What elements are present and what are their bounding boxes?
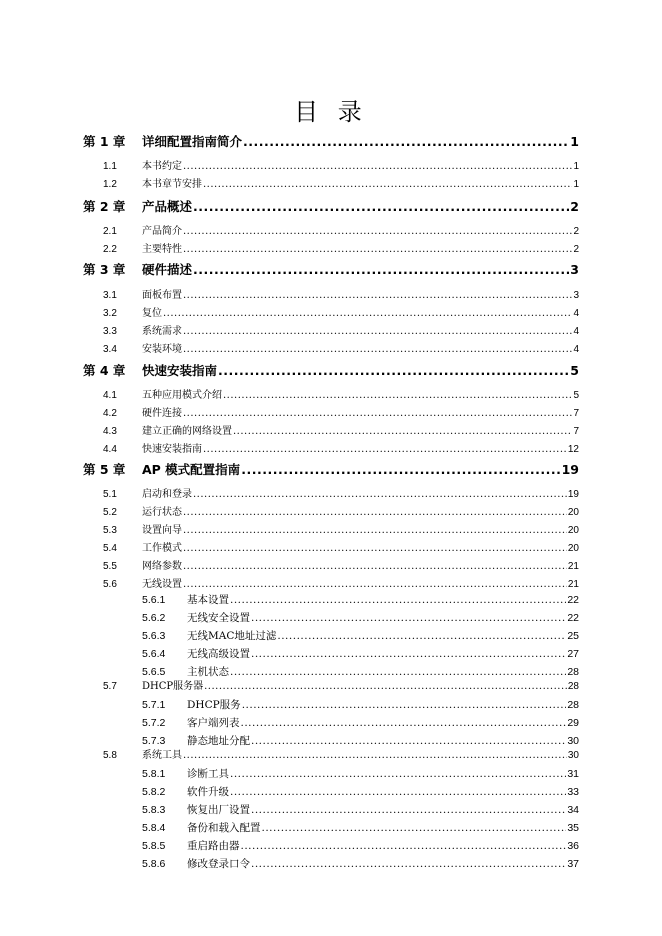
toc-entry-title: 详细配置指南简介 — [142, 134, 243, 149]
toc-entry-title: 软件升级 — [187, 786, 229, 798]
toc-entry-page: 34 — [567, 804, 579, 816]
toc-entry-number: 5.8.4 — [142, 822, 166, 834]
toc-dot-leader — [183, 159, 572, 175]
toc-dot-leader — [183, 577, 567, 593]
toc-entry-title: 本书章节安排 — [142, 179, 202, 190]
toc-entry[interactable] — [103, 424, 579, 440]
toc-entry[interactable] — [142, 697, 579, 713]
toc-entry[interactable] — [142, 784, 579, 800]
toc-entry-title: 修改登录口令 — [187, 858, 250, 870]
toc-entry[interactable] — [142, 592, 579, 608]
toc-entry-title: 面板布置 — [142, 290, 182, 301]
toc-entry-title: 诊断工具 — [187, 768, 229, 780]
toc-entry[interactable] — [83, 462, 579, 478]
toc-entry-title: 运行状态 — [142, 507, 182, 518]
toc-entry-title: 硬件描述 — [142, 262, 193, 277]
toc-entry[interactable] — [103, 306, 579, 322]
toc-entry-page: 22 — [567, 612, 579, 624]
toc-entry[interactable] — [103, 559, 579, 575]
toc-entry-number: 5.7.1 — [142, 699, 166, 711]
toc-entry-number: 5.6.1 — [142, 594, 166, 606]
toc-entry-page: 4 — [573, 326, 579, 337]
toc-entry-page: 20 — [567, 543, 579, 554]
toc-entry[interactable] — [142, 856, 579, 872]
toc-entry-page: 12 — [567, 444, 579, 455]
toc-entry-title: 无线高级设置 — [187, 648, 250, 660]
toc-entry-title: 无线设置 — [142, 579, 182, 590]
toc-dot-leader — [183, 324, 572, 340]
toc-entry-page: 4 — [573, 344, 579, 355]
toc-entry-title: 系统需求 — [142, 326, 182, 337]
toc-entry[interactable] — [103, 388, 579, 404]
toc-entry[interactable] — [103, 541, 579, 557]
toc-entry-page: 20 — [567, 525, 579, 536]
toc-entry-page: 3 — [573, 290, 579, 301]
toc-entry-page: 1 — [573, 179, 579, 190]
toc-entry[interactable] — [103, 242, 579, 258]
toc-entry[interactable] — [103, 679, 579, 695]
toc-dot-leader — [230, 664, 566, 680]
toc-entry-page: 29 — [567, 717, 579, 729]
toc-entry-number: 3.3 — [103, 326, 117, 337]
toc-entry-title: 主要特性 — [142, 244, 182, 255]
toc-entry-number: 5.8.3 — [142, 804, 166, 816]
toc-entry-title: 恢复出厂设置 — [187, 804, 250, 816]
toc-entry-title: 复位 — [142, 308, 162, 319]
toc-dot-leader — [204, 679, 567, 695]
toc-entry-number: 4.2 — [103, 408, 117, 419]
toc-dot-leader — [251, 733, 566, 749]
toc-dot-leader — [223, 388, 572, 404]
toc-entry-page: 35 — [567, 822, 579, 834]
toc-dot-leader — [183, 224, 572, 240]
toc-entry-page: 7 — [573, 426, 579, 437]
toc-dot-leader — [241, 715, 567, 731]
toc-entry-page: 22 — [567, 594, 579, 606]
toc-entry-number: 5.8.1 — [142, 768, 166, 780]
toc-entry-page: 28 — [567, 666, 579, 678]
toc-entry[interactable] — [142, 820, 579, 836]
toc-dot-leader — [193, 487, 567, 503]
toc-entry-number: 5.5 — [103, 561, 117, 572]
toc-entry-number: 5.8.5 — [142, 840, 166, 852]
toc-entry-page: 5 — [570, 363, 579, 378]
toc-entry-number: 第 3 章 — [83, 262, 126, 277]
toc-entry[interactable] — [103, 342, 579, 358]
toc-entry[interactable] — [142, 766, 579, 782]
toc-entry-number: 5.6.3 — [142, 630, 166, 642]
toc-entry-page: 19 — [567, 489, 579, 500]
toc-entry[interactable] — [142, 733, 579, 749]
toc-entry-title: 五种应用模式介绍 — [142, 390, 222, 401]
toc-entry[interactable] — [103, 523, 579, 539]
toc-entry-number: 5.7.2 — [142, 717, 166, 729]
toc-dot-leader — [243, 134, 569, 150]
toc-entry[interactable] — [103, 577, 579, 593]
toc-dot-leader — [183, 242, 572, 258]
toc-entry-title: 系统工具 — [142, 750, 182, 761]
toc-entry[interactable] — [142, 610, 579, 626]
toc-entry-number: 4.3 — [103, 426, 117, 437]
toc-dot-leader — [163, 306, 572, 322]
toc-dot-leader — [183, 406, 572, 422]
toc-entry-number: 3.2 — [103, 308, 117, 319]
toc-dot-leader — [193, 199, 569, 215]
toc-entry-number: 5.8 — [103, 750, 117, 761]
toc-entry-number: 5.1 — [103, 489, 117, 500]
toc-entry-page: 2 — [573, 226, 579, 237]
toc-entry-title: 硬件连接 — [142, 408, 182, 419]
toc-entry-title: 工作模式 — [142, 543, 182, 554]
page-title: 目 录 — [294, 98, 368, 126]
toc-dot-leader — [183, 748, 567, 764]
toc-dot-leader — [233, 424, 572, 440]
toc-entry[interactable] — [142, 664, 579, 680]
toc-entry-page: 37 — [567, 858, 579, 870]
toc-dot-leader — [183, 342, 572, 358]
toc-dot-leader — [230, 784, 566, 800]
toc-entry[interactable] — [83, 262, 579, 278]
toc-entry-page: 7 — [573, 408, 579, 419]
toc-entry-title: 基本设置 — [187, 594, 229, 606]
toc-entry-title: 安装环境 — [142, 344, 182, 355]
toc-entry-number: 3.4 — [103, 344, 117, 355]
toc-dot-leader — [183, 288, 572, 304]
toc-entry-number: 第 1 章 — [83, 134, 126, 149]
toc-entry-page: 28 — [567, 699, 579, 711]
toc-entry-title: 无线安全设置 — [187, 612, 250, 624]
toc-entry-page: 20 — [567, 507, 579, 518]
toc-entry-page: 19 — [561, 462, 579, 477]
toc-entry-title: 本书约定 — [142, 161, 182, 172]
toc-entry-page: 25 — [567, 630, 579, 642]
toc-dot-leader — [230, 766, 566, 782]
toc-entry-page: 2 — [570, 199, 579, 214]
toc-entry[interactable] — [103, 288, 579, 304]
toc-entry-title: 建立正确的网络设置 — [142, 426, 232, 437]
toc-dot-leader — [242, 697, 567, 713]
toc-entry-number: 5.6 — [103, 579, 117, 590]
toc-entry-title: 无线MAC地址过滤 — [187, 630, 277, 642]
toc-entry-title: 快速安装指南 — [142, 363, 218, 378]
toc-entry-number: 5.2 — [103, 507, 117, 518]
toc-entry-number: 第 2 章 — [83, 199, 126, 214]
toc-entry-page: 28 — [567, 681, 579, 692]
toc-entry-title: 启动和登录 — [142, 489, 192, 500]
toc-entry-number: 5.6.2 — [142, 612, 166, 624]
toc-entry-title: DHCP服务 — [187, 699, 241, 711]
toc-dot-leader — [251, 802, 566, 818]
toc-entry-number: 3.1 — [103, 290, 117, 301]
toc-dot-leader — [230, 592, 566, 608]
toc-dot-leader — [251, 610, 566, 626]
toc-entry-number: 第 4 章 — [83, 363, 126, 378]
toc-entry[interactable] — [142, 838, 579, 854]
toc-entry[interactable] — [103, 505, 579, 521]
toc-dot-leader — [203, 177, 572, 193]
toc-entry-number: 5.4 — [103, 543, 117, 554]
toc-entry-number: 2.2 — [103, 244, 117, 255]
toc-entry[interactable] — [142, 628, 579, 644]
toc-entry-title: DHCP服务器 — [142, 681, 204, 692]
toc-entry-page: 30 — [567, 735, 579, 747]
toc-entry-number: 5.6.5 — [142, 666, 166, 678]
toc-entry-number: 5.7.3 — [142, 735, 166, 747]
toc-entry-page: 31 — [567, 768, 579, 780]
toc-entry-page: 2 — [573, 244, 579, 255]
toc-entry-number: 2.1 — [103, 226, 117, 237]
toc-entry[interactable] — [103, 406, 579, 422]
toc-entry-number: 4.4 — [103, 444, 117, 455]
toc-entry-page: 21 — [567, 561, 579, 572]
toc-entry-title: 设置向导 — [142, 525, 182, 536]
toc-entry-number: 5.6.4 — [142, 648, 166, 660]
toc-dot-leader — [183, 559, 567, 575]
toc-dot-leader — [241, 462, 560, 478]
toc-entry[interactable] — [103, 487, 579, 503]
toc-entry-page: 1 — [570, 134, 579, 149]
toc-dot-leader — [183, 523, 567, 539]
toc-entry-page: 33 — [567, 786, 579, 798]
toc-entry-title: 网络参数 — [142, 561, 182, 572]
toc-entry-number: 5.3 — [103, 525, 117, 536]
toc-entry-page: 3 — [570, 262, 579, 277]
toc-entry-number: 5.8.6 — [142, 858, 166, 870]
toc-dot-leader — [203, 442, 567, 458]
toc-entry-title: 主机状态 — [187, 666, 229, 678]
toc-entry[interactable] — [103, 748, 579, 764]
toc-entry[interactable] — [103, 159, 579, 175]
toc-entry-title: 产品简介 — [142, 226, 182, 237]
toc-entry-title: 备份和载入配置 — [187, 822, 261, 834]
toc-entry-page: 30 — [567, 750, 579, 761]
toc-entry-title: 重启路由器 — [187, 840, 240, 852]
toc-dot-leader — [262, 820, 567, 836]
toc-dot-leader — [251, 646, 566, 662]
toc-entry-page: 36 — [567, 840, 579, 852]
toc-entry-page: 1 — [573, 161, 579, 172]
toc-entry-number: 第 5 章 — [83, 462, 126, 477]
toc-entry-number: 1.2 — [103, 179, 117, 190]
toc-entry-title: 静态地址分配 — [187, 735, 250, 747]
toc-dot-leader — [277, 628, 566, 644]
toc-entry-page: 27 — [567, 648, 579, 660]
toc-entry-page: 5 — [573, 390, 579, 401]
toc-entry-number: 1.1 — [103, 161, 117, 172]
toc-dot-leader — [218, 363, 569, 379]
toc-entry[interactable] — [83, 134, 579, 150]
toc-entry-page: 4 — [573, 308, 579, 319]
toc-entry[interactable] — [142, 802, 579, 818]
toc-entry[interactable] — [142, 715, 579, 731]
toc-entry[interactable] — [83, 363, 579, 379]
toc-dot-leader — [183, 541, 567, 557]
toc-entry[interactable] — [83, 199, 579, 215]
toc-entry-title: 产品概述 — [142, 199, 193, 214]
toc-entry-page: 21 — [567, 579, 579, 590]
toc-entry-number: 5.8.2 — [142, 786, 166, 798]
toc-entry-title: 快速安装指南 — [142, 444, 202, 455]
toc-dot-leader — [241, 838, 567, 854]
toc-entry[interactable] — [103, 224, 579, 240]
toc-entry[interactable] — [103, 324, 579, 340]
toc-dot-leader — [251, 856, 566, 872]
toc-entry-title: AP 模式配置指南 — [142, 462, 241, 477]
toc-entry[interactable] — [103, 177, 579, 193]
toc-entry-title: 客户端列表 — [187, 717, 240, 729]
toc-entry[interactable] — [103, 442, 579, 458]
toc-entry[interactable] — [142, 646, 579, 662]
toc-dot-leader — [183, 505, 567, 521]
toc-entry-number: 4.1 — [103, 390, 117, 401]
toc-entry-number: 5.7 — [103, 681, 117, 692]
toc-dot-leader — [193, 262, 569, 278]
